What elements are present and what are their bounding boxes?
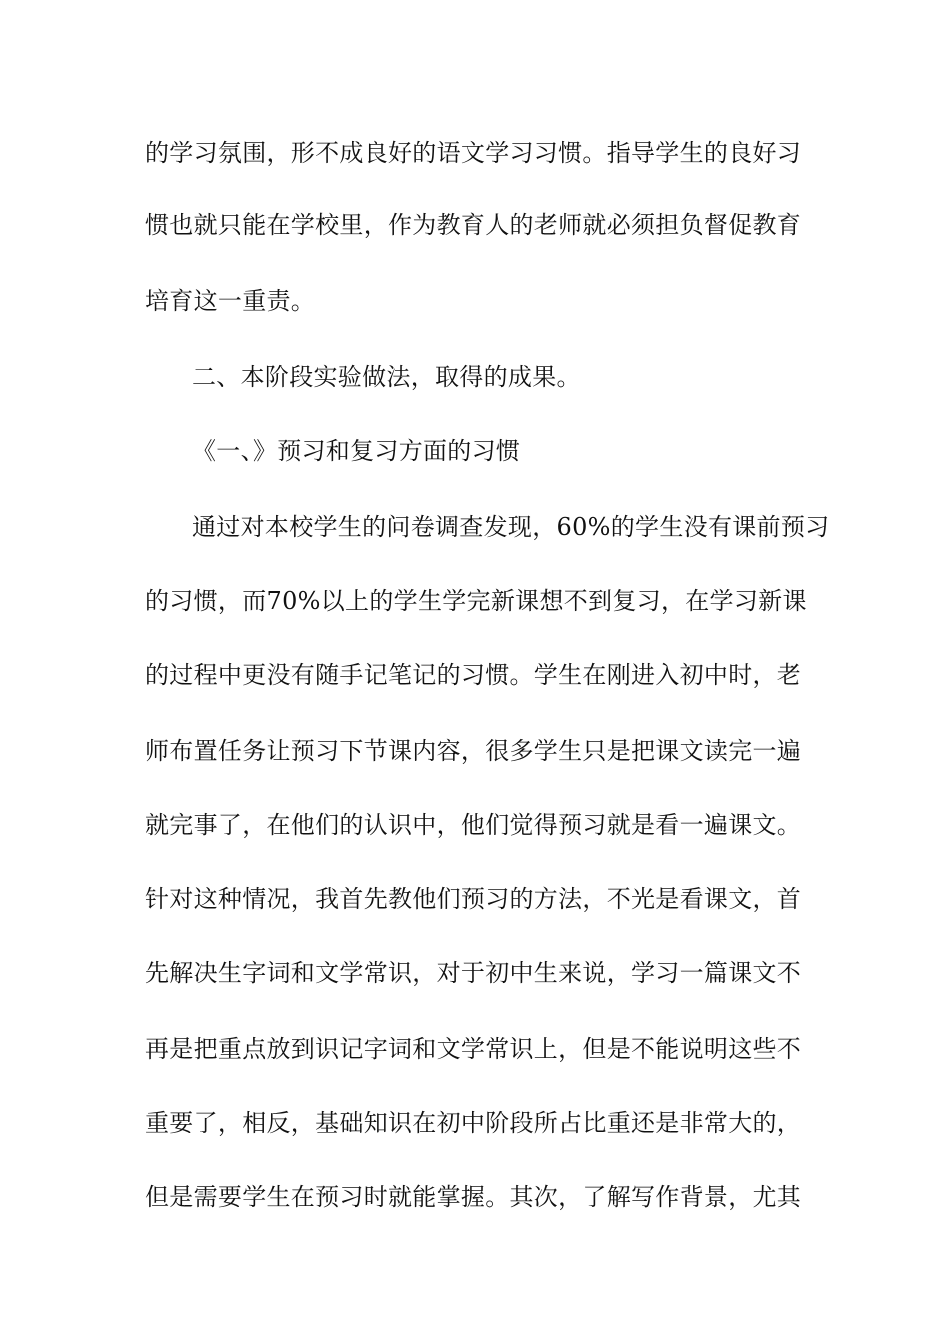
text-line: 培育这一重责。 xyxy=(145,287,316,315)
text-line: 就完事了，在他们的认识中，他们觉得预习就是看一遍课文。 xyxy=(145,811,802,839)
section-heading: 二、本阶段实验做法，取得的成果。 xyxy=(192,363,581,391)
text-line: 重要了，相反，基础知识在初中阶段所占比重还是非常大的， xyxy=(145,1109,802,1137)
text-line: 针对这种情况，我首先教他们预习的方法，不光是看课文，首 xyxy=(145,885,802,913)
subsection-heading: 《一、》预习和复习方面的习惯 xyxy=(192,437,521,465)
text-line: 但是需要学生在预习时就能掌握。其次，了解写作背景，尤其 xyxy=(145,1183,802,1211)
text-line: 通过对本校学生的问卷调查发现，60%的学生没有课前预习 xyxy=(192,513,830,541)
text-line: 的学习氛围，形不成良好的语文学习习惯。指导学生的良好习 xyxy=(145,139,802,167)
text-line: 先解决生字词和文学常识，对于初中生来说，学习一篇课文不 xyxy=(145,959,802,987)
text-line: 再是把重点放到识记字词和文学常识上，但是不能说明这些不 xyxy=(145,1035,802,1063)
text-line: 惯也就只能在学校里，作为教育人的老师就必须担负督促教育 xyxy=(145,211,802,239)
text-line: 师布置任务让预习下节课内容，很多学生只是把课文读完一遍 xyxy=(145,737,802,765)
text-line: 的习惯，而70%以上的学生学完新课想不到复习，在学习新课 xyxy=(145,587,807,615)
text-line: 的过程中更没有随手记笔记的习惯。学生在刚进入初中时，老 xyxy=(145,661,802,689)
